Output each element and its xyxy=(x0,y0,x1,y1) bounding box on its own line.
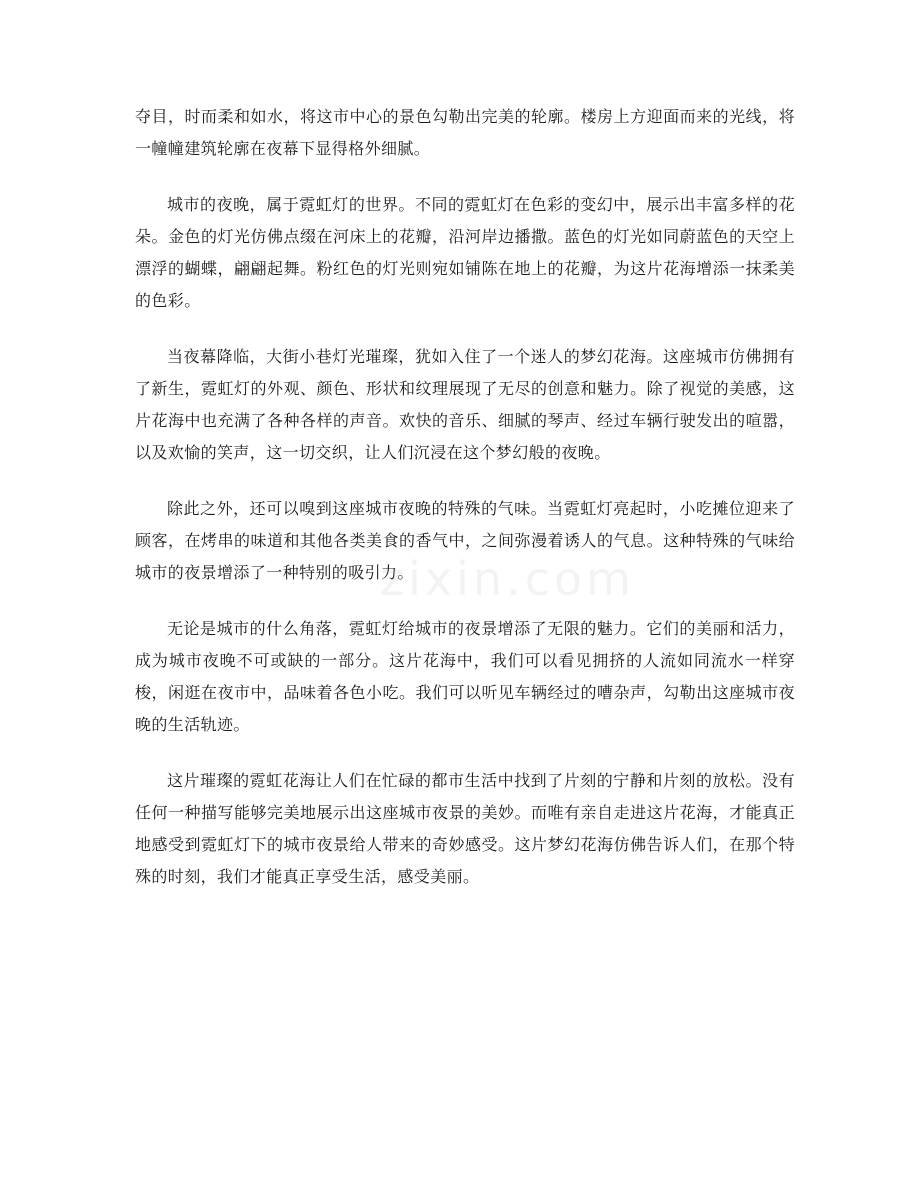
paragraph-3: 当夜幕降临，大街小巷灯光璀璨，犹如入住了一个迷人的梦幻花海。这座城市仿佛拥有了新生，霓虹灯的外观、颜色、形状和纹理展现了无尽的创意和魅力。除了视觉的美感，这片花海中也充满了各种各样的声音。欢快的音乐、细腻的琴声、经过车辆行驶发出的喧嚣，以及欢愉的笑声，这一切交织，让人们沉浸在这个梦幻般的夜晚。 xyxy=(135,347,795,462)
paragraph-5: 无论是城市的什么角落，霓虹灯给城市的夜景增添了无限的魅力。它们的美丽和活力，成为城市夜晚不可或缺的一部分。这片花海中，我们可以看见拥挤的人流如同流水一样穿梭，闲逛在夜市中，品味着各色小吃。我们可以听见车辆经过的嘈杂声，勾勒出这座城市夜晚的生活轨迹。 xyxy=(135,619,795,734)
watermark: zixin.com xyxy=(380,552,635,606)
paragraph-4: 除此之外，还可以嗅到这座城市夜晚的特殊的气味。当霓虹灯亮起时，小吃摊位迎来了顾客，在烤串的味道和其他各类美食的香气中，之间弥漫着诱人的气息。这种特殊的气味给城市的夜景增添了一种特别的吸引力。 xyxy=(135,499,795,582)
document-body xyxy=(135,101,795,917)
paragraph-2: 城市的夜晚，属于霓虹灯的世界。不同的霓虹灯在色彩的变幻中，展示出丰富多样的花朵。金色的灯光仿佛点缀在河床上的花瓣，沿河岸边播撒。蓝色的灯光如同蔚蓝色的天空上漂浮的蝴蝶，翩翩起舞。粉红色的灯光则宛如铺陈在地上的花瓣，为这片花海增添一抹柔美的色彩。 xyxy=(135,195,795,310)
paragraph-6: 这片璀璨的霓虹花海让人们在忙碌的都市生活中找到了片刻的宁静和片刻的放松。没有任何一种描写能够完美地展示出这座城市夜景的美妙。而唯有亲自走进这片花海，才能真正地感受到霓虹灯下的城市夜景给人带来的奇妙感受。这片梦幻花海仿佛告诉人们，在那个特殊的时刻，我们才能真正享受生活，感受美丽。 xyxy=(135,771,795,886)
paragraph-1: 夺目，时而柔和如水，将这市中心的景色勾勒出完美的轮廓。楼房上方迎面而来的光线，将一幢幢建筑轮廓在夜幕下显得格外细腻。 xyxy=(135,107,795,158)
